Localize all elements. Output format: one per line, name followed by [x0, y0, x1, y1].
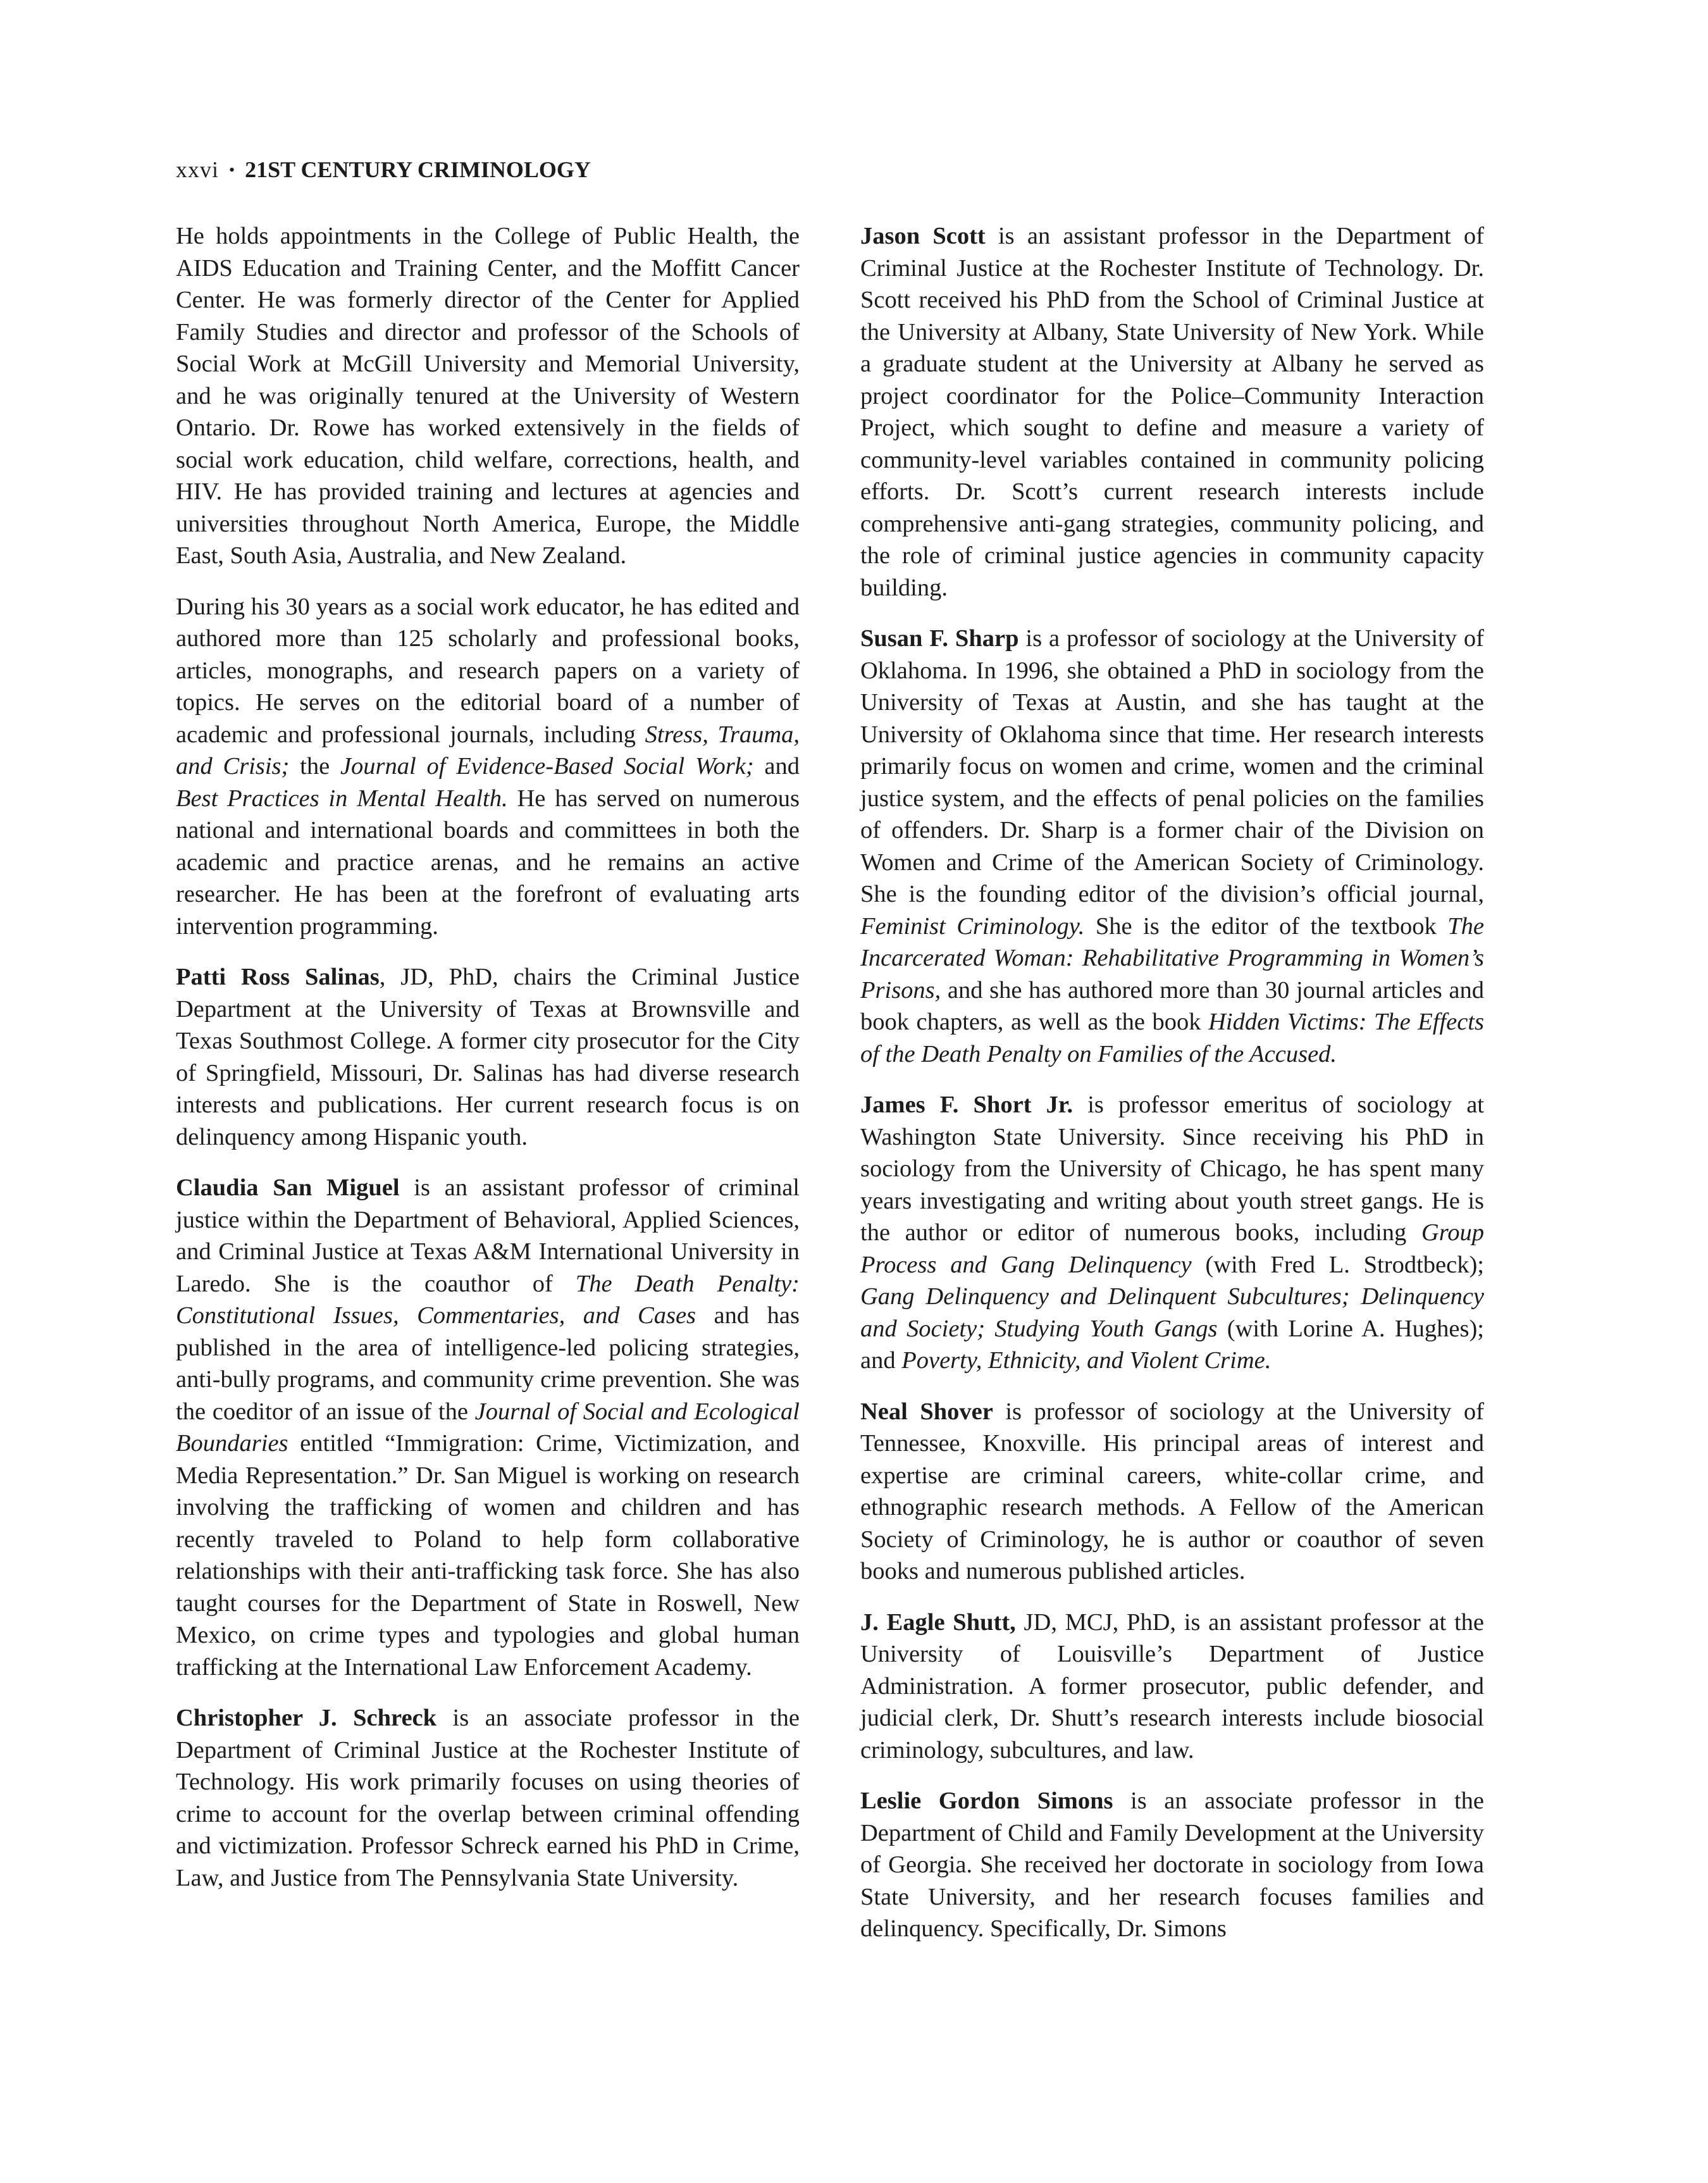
bio-text: and has published in the area of intelligence-led policing strategies, anti-bully programs, and community crime prevention. She was the coeditor of an issue of the — [176, 1302, 800, 1425]
right-column — [860, 220, 1484, 1964]
left-column — [176, 220, 800, 1913]
bio-text: (with Fred L. Strodtbeck); — [1191, 1251, 1484, 1278]
bio-text: JD, MCJ, PhD, is an assistant professor at the University of Louisville’s Department of Justice Administration. A former prosecutor, public defender, and judicial clerk, Dr. Shutt’s research interests include biosocial criminology, subcultures, and law. — [860, 1608, 1484, 1763]
contributor-bio — [860, 1785, 1484, 1945]
contributor-name: Susan F. Sharp — [860, 625, 1019, 652]
contributor-name: Leslie Gordon Simons — [860, 1788, 1113, 1814]
running-head — [176, 154, 591, 185]
publication-title: Feminist Criminology. — [860, 912, 1085, 940]
publication-title: Gang Delinquency and Delinquent Subcultures; Delinquency and Society; Studying Youth Gangs — [860, 1283, 1484, 1342]
book-title: 21ST CENTURY CRIMINOLOGY — [245, 157, 591, 182]
bio-text: is professor of sociology at the University of Tennessee, Knoxville. His principal areas of interest and expertise are criminal careers, white-collar crime, and ethnographic research methods. A Fellow of the American Society of Criminology, he is author or coauthor of seven books and numerous published articles. — [860, 1398, 1484, 1584]
contributor-name: Patti Ross Salinas — [176, 964, 380, 990]
contributor-name: James F. Short Jr. — [860, 1092, 1074, 1118]
contributor-bio — [860, 1607, 1484, 1767]
bio-text: is professor emeritus of sociology at Washington State University. Since receiving his PhD in sociology from the University of Chicago, he has spent many years investigating and writing about youth street gangs. He is the author or editor of numerous books, including — [860, 1092, 1484, 1246]
bio-text: is an associate professor in the Department of Criminal Justice at the Rochester Institute of Technology. His work primarily focuses on using theories of crime to account for the overlap between criminal offending and victimization. Professor Schreck earned his PhD in Crime, Law, and Justice from The Pennsylvania State University. — [176, 1705, 800, 1891]
bio-continuation-paragraph — [176, 591, 800, 943]
bio-text: is an assistant professor of criminal justice within the Department of Behavioral, Applied Sciences, and Criminal Justice at Texas A&M International University in Laredo. She is the coauthor of — [176, 1174, 800, 1297]
bio-text: She is the editor of the textbook — [1084, 912, 1448, 940]
contributor-bio — [176, 1172, 800, 1683]
contributor-bio — [176, 1702, 800, 1894]
contributor-name: Jason Scott — [860, 223, 986, 249]
bio-text: (with Lorine A. Hughes); and — [860, 1315, 1484, 1374]
contributor-bio — [176, 961, 800, 1153]
bio-text: the — [289, 753, 340, 780]
publication-title: Stress, Trauma, and Crisis; — [176, 721, 800, 780]
bio-text: is an assistant professor in the Department of Criminal Justice at the Rochester Institute of Technology. Dr. Scott received his PhD from the School of Criminal Justice at the University at Albany, State University of New York. While a graduate student at the University at Albany he served as project coordinator for the Police–Community Interaction Project, which sought to define and measure a variety of community-level variables contained in community policing efforts. Dr. Scott’s current research interests include comprehensive anti-gang strategies, community policing, and the role of criminal justice agencies in community capacity building. — [860, 223, 1484, 601]
bio-text: He holds appointments in the College of Public Health, the AIDS Education and Training Center, and the Moffitt Cancer Center. He was formerly director of the Center for Applied Family Studies and director and professor of the Schools of Social Work at McGill University and Memorial University, and he was originally tenured at the University of Western Ontario. Dr. Rowe has worked extensively in the fields of social work education, child welfare, corrections, health, and HIV. He has provided training and lectures at agencies and universities throughout North America, Europe, the Middle East, South Asia, Australia, and New Zealand. — [176, 223, 800, 569]
bio-text: , JD, PhD, chairs the Criminal Justice Department at the University of Texas at Brownsville and Texas Southmost College. A former city prosecutor for the City of Springfield, Missouri, Dr. Salinas has had diverse research interests and publications. Her current research focus is on delinquency among Hispanic youth. — [176, 964, 800, 1150]
bio-text: is an associate professor in the Department of Child and Family Development at the University of Georgia. She received her doctorate in sociology from Iowa State University, and her research focuses families and delinquency. Specifically, Dr. Simons — [860, 1788, 1484, 1942]
publication-title: Best Practices in Mental Health. — [176, 785, 508, 812]
contributor-name: Christopher J. Schreck — [176, 1705, 437, 1731]
publication-title: The Incarcerated Woman: Rehabilitative Programming in Women’s Prisons, — [860, 912, 1485, 1004]
publication-title: Journal of Evidence-Based Social Work; — [340, 753, 754, 780]
bio-text: is a professor of sociology at the University of Oklahoma. In 1996, she obtained a PhD in sociology from the University of Texas at Austin, and she has taught at the University of Oklahoma since that time. Her research interests primarily focus on women and crime, women and the criminal justice system, and the effects of penal policies on the families of offenders. Dr. Sharp is a former chair of the Division on Women and Crime of the American Society of Criminology. She is the founding editor of the division’s official journal, — [860, 625, 1485, 907]
publication-title: Hidden Victims: The Effects of the Death Penalty on Families of the Accused. — [860, 1009, 1484, 1067]
publication-title: Poverty, Ethnicity, and Violent Crime. — [901, 1347, 1272, 1374]
bio-text: He has served on numerous national and international boards and committees in both the academic and practice arenas, and he remains an active researcher. He has been at the forefront of evaluating arts intervention programming. — [176, 785, 800, 940]
contributor-bio — [860, 1089, 1484, 1377]
contributor-bio — [860, 623, 1484, 1070]
bio-text: entitled “Immigration: Crime, Victimization, and Media Representation.” Dr. San Miguel is working on research involving the trafficking of women and children and has recently traveled to Poland to help form collaborative relationships with their anti-trafficking task force. She has also taught courses for the Department of State in Roswell, New Mexico, on crime types and typologies and global human trafficking at the International Law Enforcement Academy. — [176, 1430, 800, 1681]
publication-title: Group Process and Gang Delinquency — [860, 1219, 1484, 1278]
bio-text: During his 30 years as a social work educator, he has edited and authored more than 125 scholarly and professional books, articles, monographs, and research papers on a variety of topics. He serves on the editorial board of a number of academic and professional journals, including — [176, 593, 800, 748]
bullet-separator: • — [229, 161, 235, 179]
contributor-name: Neal Shover — [860, 1398, 993, 1425]
contributor-name: Claudia San Miguel — [176, 1174, 400, 1201]
contributor-name: J. Eagle Shutt, — [860, 1608, 1016, 1636]
publication-title: Journal of Social and Ecological Boundaries — [176, 1398, 800, 1457]
page-number: xxvi — [176, 157, 220, 182]
publication-title: The Death Penalty: Constitutional Issues, Commentaries, and Cases — [176, 1270, 800, 1329]
bio-text: and she has authored more than 30 journal articles and book chapters, as well as the book — [860, 976, 1484, 1035]
contributor-bio — [860, 220, 1484, 604]
bio-text: and — [753, 753, 800, 780]
contributor-bio — [860, 1396, 1484, 1588]
bio-continuation-paragraph — [176, 220, 800, 572]
